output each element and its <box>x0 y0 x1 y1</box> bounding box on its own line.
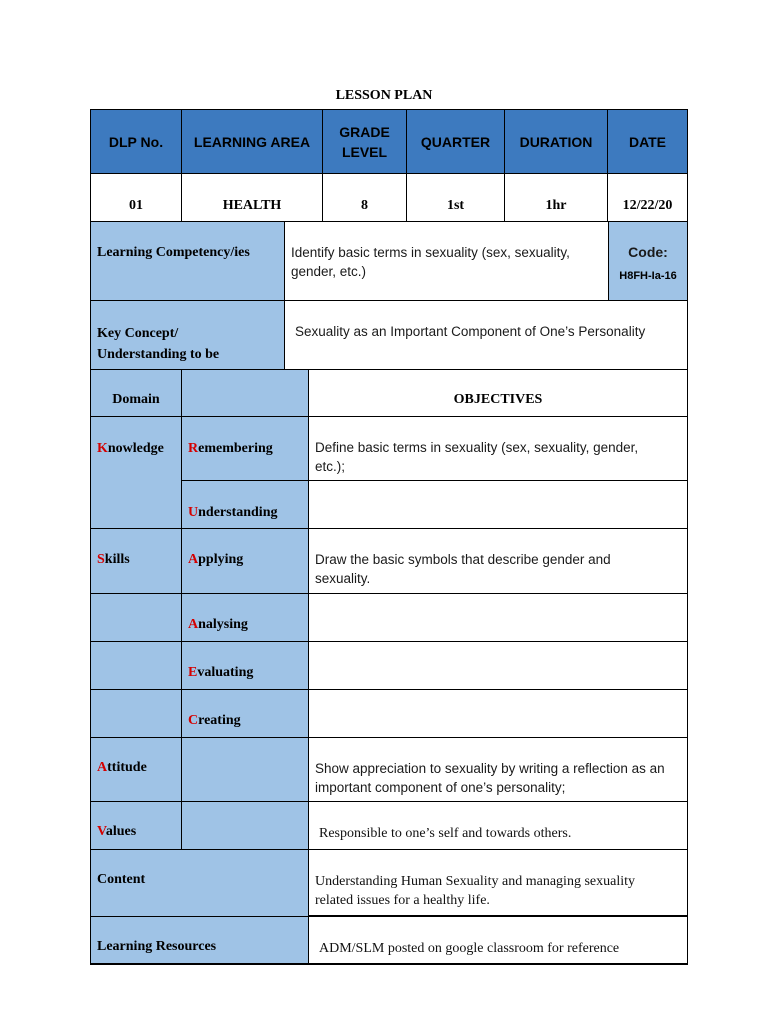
key-concept-text: Sexuality as an Important Component of One’s Personality <box>284 300 688 370</box>
domain-blank-3 <box>90 689 182 738</box>
domain-blank-2 <box>90 641 182 690</box>
level-applying: Applying <box>181 528 309 594</box>
domain-header: Domain <box>90 369 182 417</box>
header-grade-level: GRADE LEVEL <box>322 109 407 174</box>
domain-attitude: Attitude <box>90 737 182 802</box>
competency-code-cell <box>608 221 688 301</box>
value-quarter: 1st <box>406 173 505 222</box>
competency-text: Identify basic terms in sexuality (sex, sexuality, gender, etc.) <box>284 221 609 301</box>
header-duration: DURATION <box>504 109 608 174</box>
resources-text: ADM/SLM posted on google classroom for reference <box>308 916 688 965</box>
objective-evaluating <box>308 641 688 690</box>
value-duration: 1hr <box>504 173 608 222</box>
objective-analysing <box>308 593 688 642</box>
competency-label: Learning Competency/ies <box>90 221 285 301</box>
domain-values: Values <box>90 801 182 850</box>
value-date: 12/22/20 <box>607 173 688 222</box>
domain-skills: Skills <box>90 528 182 594</box>
level-evaluating: Evaluating <box>181 641 309 690</box>
objective-creating <box>308 689 688 738</box>
level-attitude <box>181 737 309 802</box>
objectives-header: OBJECTIVES <box>308 369 688 417</box>
document-title: LESSON PLAN <box>335 88 433 103</box>
subdomain-header <box>181 369 309 417</box>
content-label: Content <box>90 849 309 917</box>
header-dlp-no: DLP No. <box>90 109 182 174</box>
competency-code: H8FH-Ia-16 <box>619 270 677 282</box>
content-text: Understanding Human Sexuality and managing sexuality related issues for a healthy life. <box>308 849 688 917</box>
level-values <box>181 801 309 850</box>
level-analysing: Analysing <box>181 593 309 642</box>
level-remembering: Remembering <box>181 416 309 481</box>
objective-applying: Draw the basic symbols that describe gender and sexuality. <box>308 528 688 594</box>
objective-values: Responsible to one’s self and towards others. <box>308 801 688 850</box>
value-learning-area: HEALTH <box>181 173 323 222</box>
objective-remembering: Define basic terms in sexuality (sex, sexuality, gender, etc.); <box>308 416 688 481</box>
header-learning-area: LEARNING AREA <box>181 109 323 174</box>
competency-code-label: Code: <box>628 244 668 260</box>
resources-label: Learning Resources <box>90 916 309 965</box>
value-grade-level: 8 <box>322 173 407 222</box>
level-understanding: Understanding <box>181 480 309 529</box>
header-date: DATE <box>607 109 688 174</box>
level-creating: Creating <box>181 689 309 738</box>
value-dlp-no: 01 <box>90 173 182 222</box>
header-quarter: QUARTER <box>406 109 505 174</box>
objective-understanding <box>308 480 688 529</box>
domain-knowledge: Knowledge <box>90 416 182 529</box>
objective-attitude: Show appreciation to sexuality by writing a reflection as an important component of one’s personality; <box>308 737 688 802</box>
key-concept-label: Key Concept/ Understanding to be <box>90 300 285 370</box>
domain-blank-1 <box>90 593 182 642</box>
